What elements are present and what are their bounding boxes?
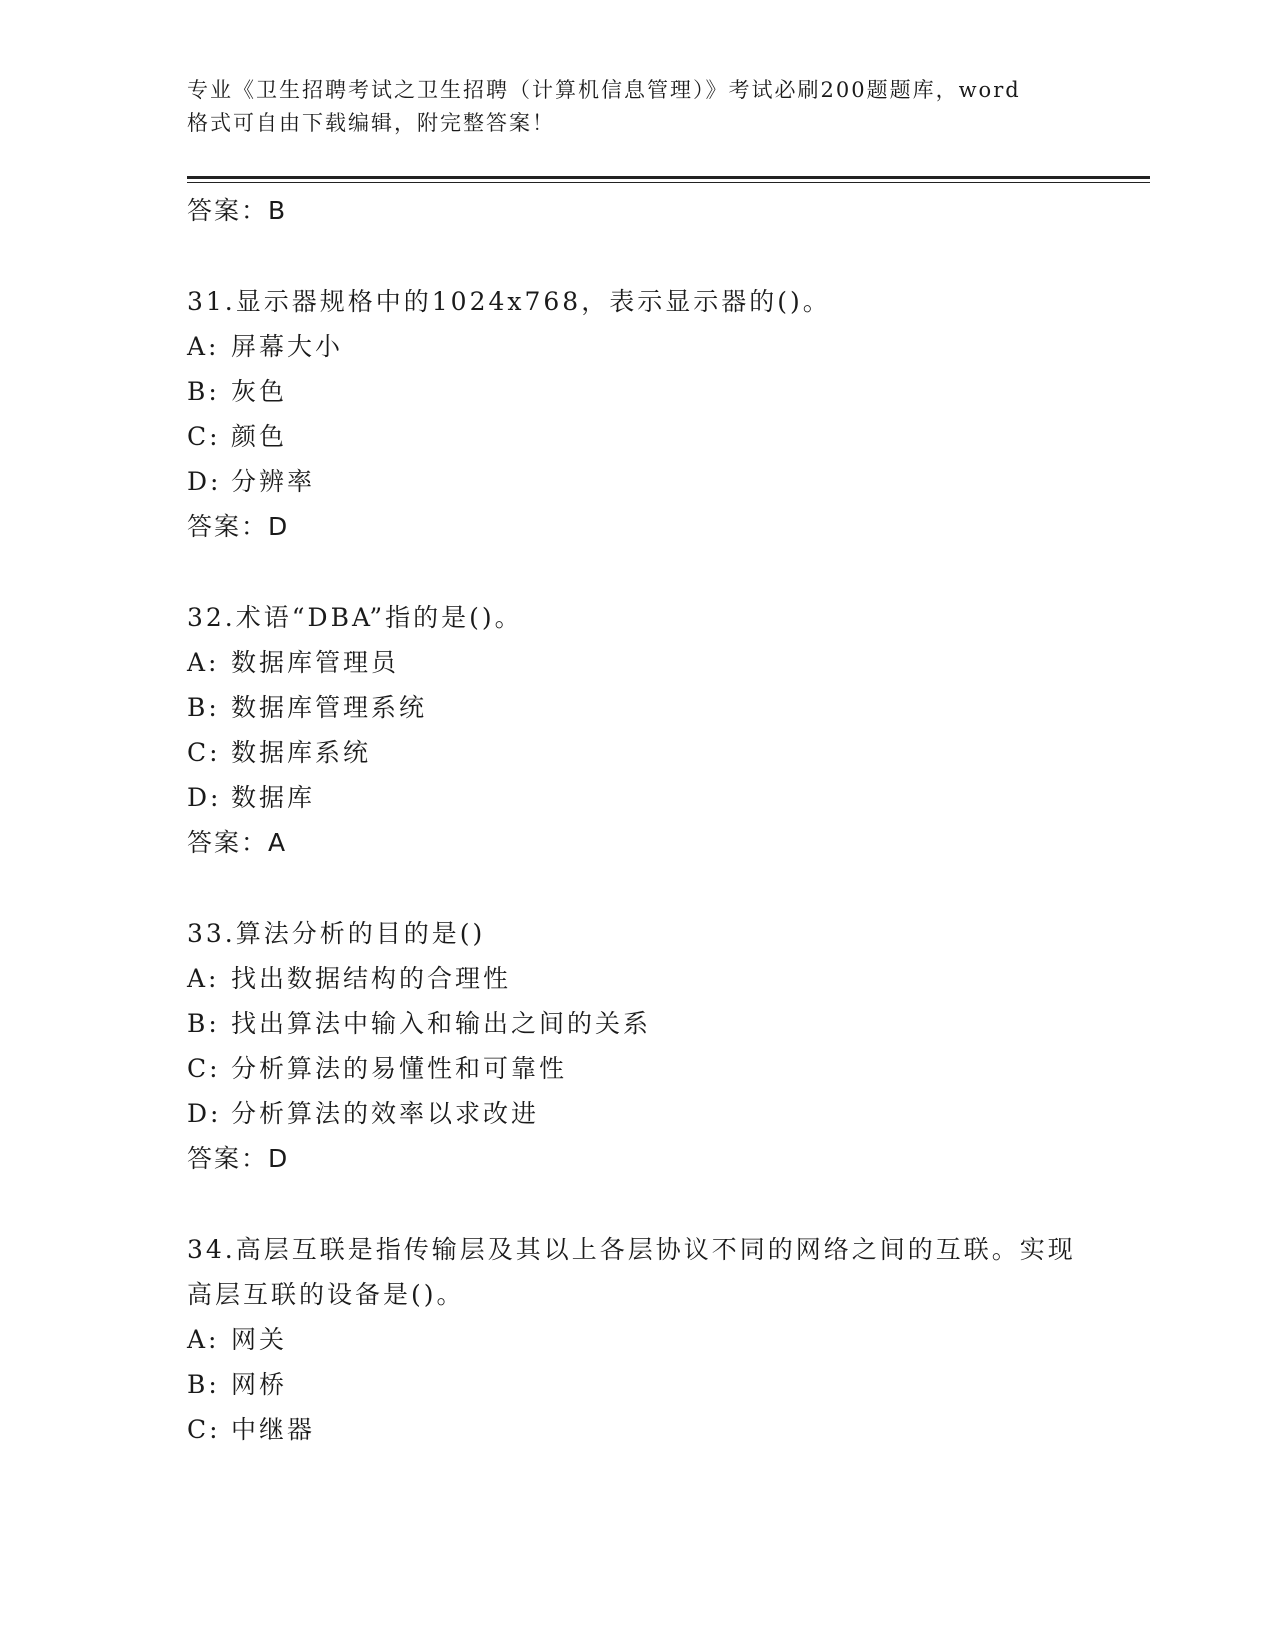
spacer xyxy=(187,865,1087,911)
header-line-1: 专业《卫生招聘考试之卫生招聘（计算机信息管理）》考试必刷200题题库，word xyxy=(187,78,1021,102)
question-block xyxy=(187,1227,1087,1452)
option-text: 数据库系统 xyxy=(231,738,372,767)
option-text: 网桥 xyxy=(231,1370,288,1399)
option-text: 灰色 xyxy=(231,377,288,406)
option-a xyxy=(187,956,1087,1001)
answer-line: 答案：A xyxy=(187,828,288,857)
option-text: 数据库管理员 xyxy=(231,648,400,677)
option-b xyxy=(187,1001,1087,1046)
question-text: 32.术语“DBA”指的是()。 xyxy=(187,603,523,632)
option-letter: B: xyxy=(187,693,220,722)
question-block xyxy=(187,279,1087,549)
question-list xyxy=(187,188,1087,1452)
question-text: 34.高层互联是指传输层及其以上各层协议不同的网络之间的互联。实现高层互联的设备是()。 xyxy=(187,1235,1076,1309)
option-letter: C: xyxy=(187,422,221,451)
option-letter: D: xyxy=(187,467,222,496)
option-letter: D: xyxy=(187,783,222,812)
option-b xyxy=(187,685,1087,730)
header-divider-thick xyxy=(187,176,1150,179)
answer-line: 答案：D xyxy=(187,1144,290,1173)
option-letter: A: xyxy=(187,964,220,993)
question-block xyxy=(187,595,1087,865)
option-d xyxy=(187,1091,1087,1136)
spacer xyxy=(187,1181,1087,1227)
option-letter: C: xyxy=(187,738,221,767)
option-letter: A: xyxy=(187,648,220,677)
option-d xyxy=(187,775,1087,820)
option-letter: B: xyxy=(187,1009,220,1038)
answer-line: 答案：D xyxy=(187,512,290,541)
option-letter: A: xyxy=(187,332,220,361)
option-letter: D: xyxy=(187,1099,222,1128)
option-c xyxy=(187,1046,1087,1091)
option-a xyxy=(187,640,1087,685)
option-c xyxy=(187,730,1087,775)
option-letter: B: xyxy=(187,1370,220,1399)
option-text: 分析算法的效率以求改进 xyxy=(231,1099,540,1128)
option-text: 颜色 xyxy=(231,422,288,451)
previous-answer: 答案：B xyxy=(187,196,288,225)
option-letter: C: xyxy=(187,1054,221,1083)
option-b xyxy=(187,1362,1087,1407)
option-a xyxy=(187,1317,1087,1362)
option-d xyxy=(187,459,1087,504)
option-text: 屏幕大小 xyxy=(231,332,344,361)
option-letter: B: xyxy=(187,377,220,406)
option-b xyxy=(187,369,1087,414)
option-text: 找出算法中输入和输出之间的关系 xyxy=(231,1009,652,1038)
option-letter: C: xyxy=(187,1415,221,1444)
option-text: 中继器 xyxy=(231,1415,316,1444)
question-text: 31.显示器规格中的1024x768，表示显示器的()。 xyxy=(187,287,831,316)
option-letter: A: xyxy=(187,1325,220,1354)
option-a xyxy=(187,324,1087,369)
question-text: 33.算法分析的目的是() xyxy=(187,919,486,948)
option-c xyxy=(187,414,1087,459)
header-divider-thin xyxy=(187,182,1150,183)
option-c xyxy=(187,1407,1087,1452)
option-text: 网关 xyxy=(231,1325,288,1354)
option-text: 分辨率 xyxy=(231,467,316,496)
option-text: 找出数据结构的合理性 xyxy=(231,964,512,993)
question-block xyxy=(187,911,1087,1181)
spacer xyxy=(187,549,1087,595)
spacer xyxy=(187,233,1087,279)
header-line-2: 格式可自由下载编辑，附完整答案！ xyxy=(187,111,555,135)
option-text: 数据库管理系统 xyxy=(231,693,428,722)
option-text: 分析算法的易懂性和可靠性 xyxy=(231,1054,568,1083)
document-header xyxy=(187,74,1087,140)
option-text: 数据库 xyxy=(231,783,316,812)
